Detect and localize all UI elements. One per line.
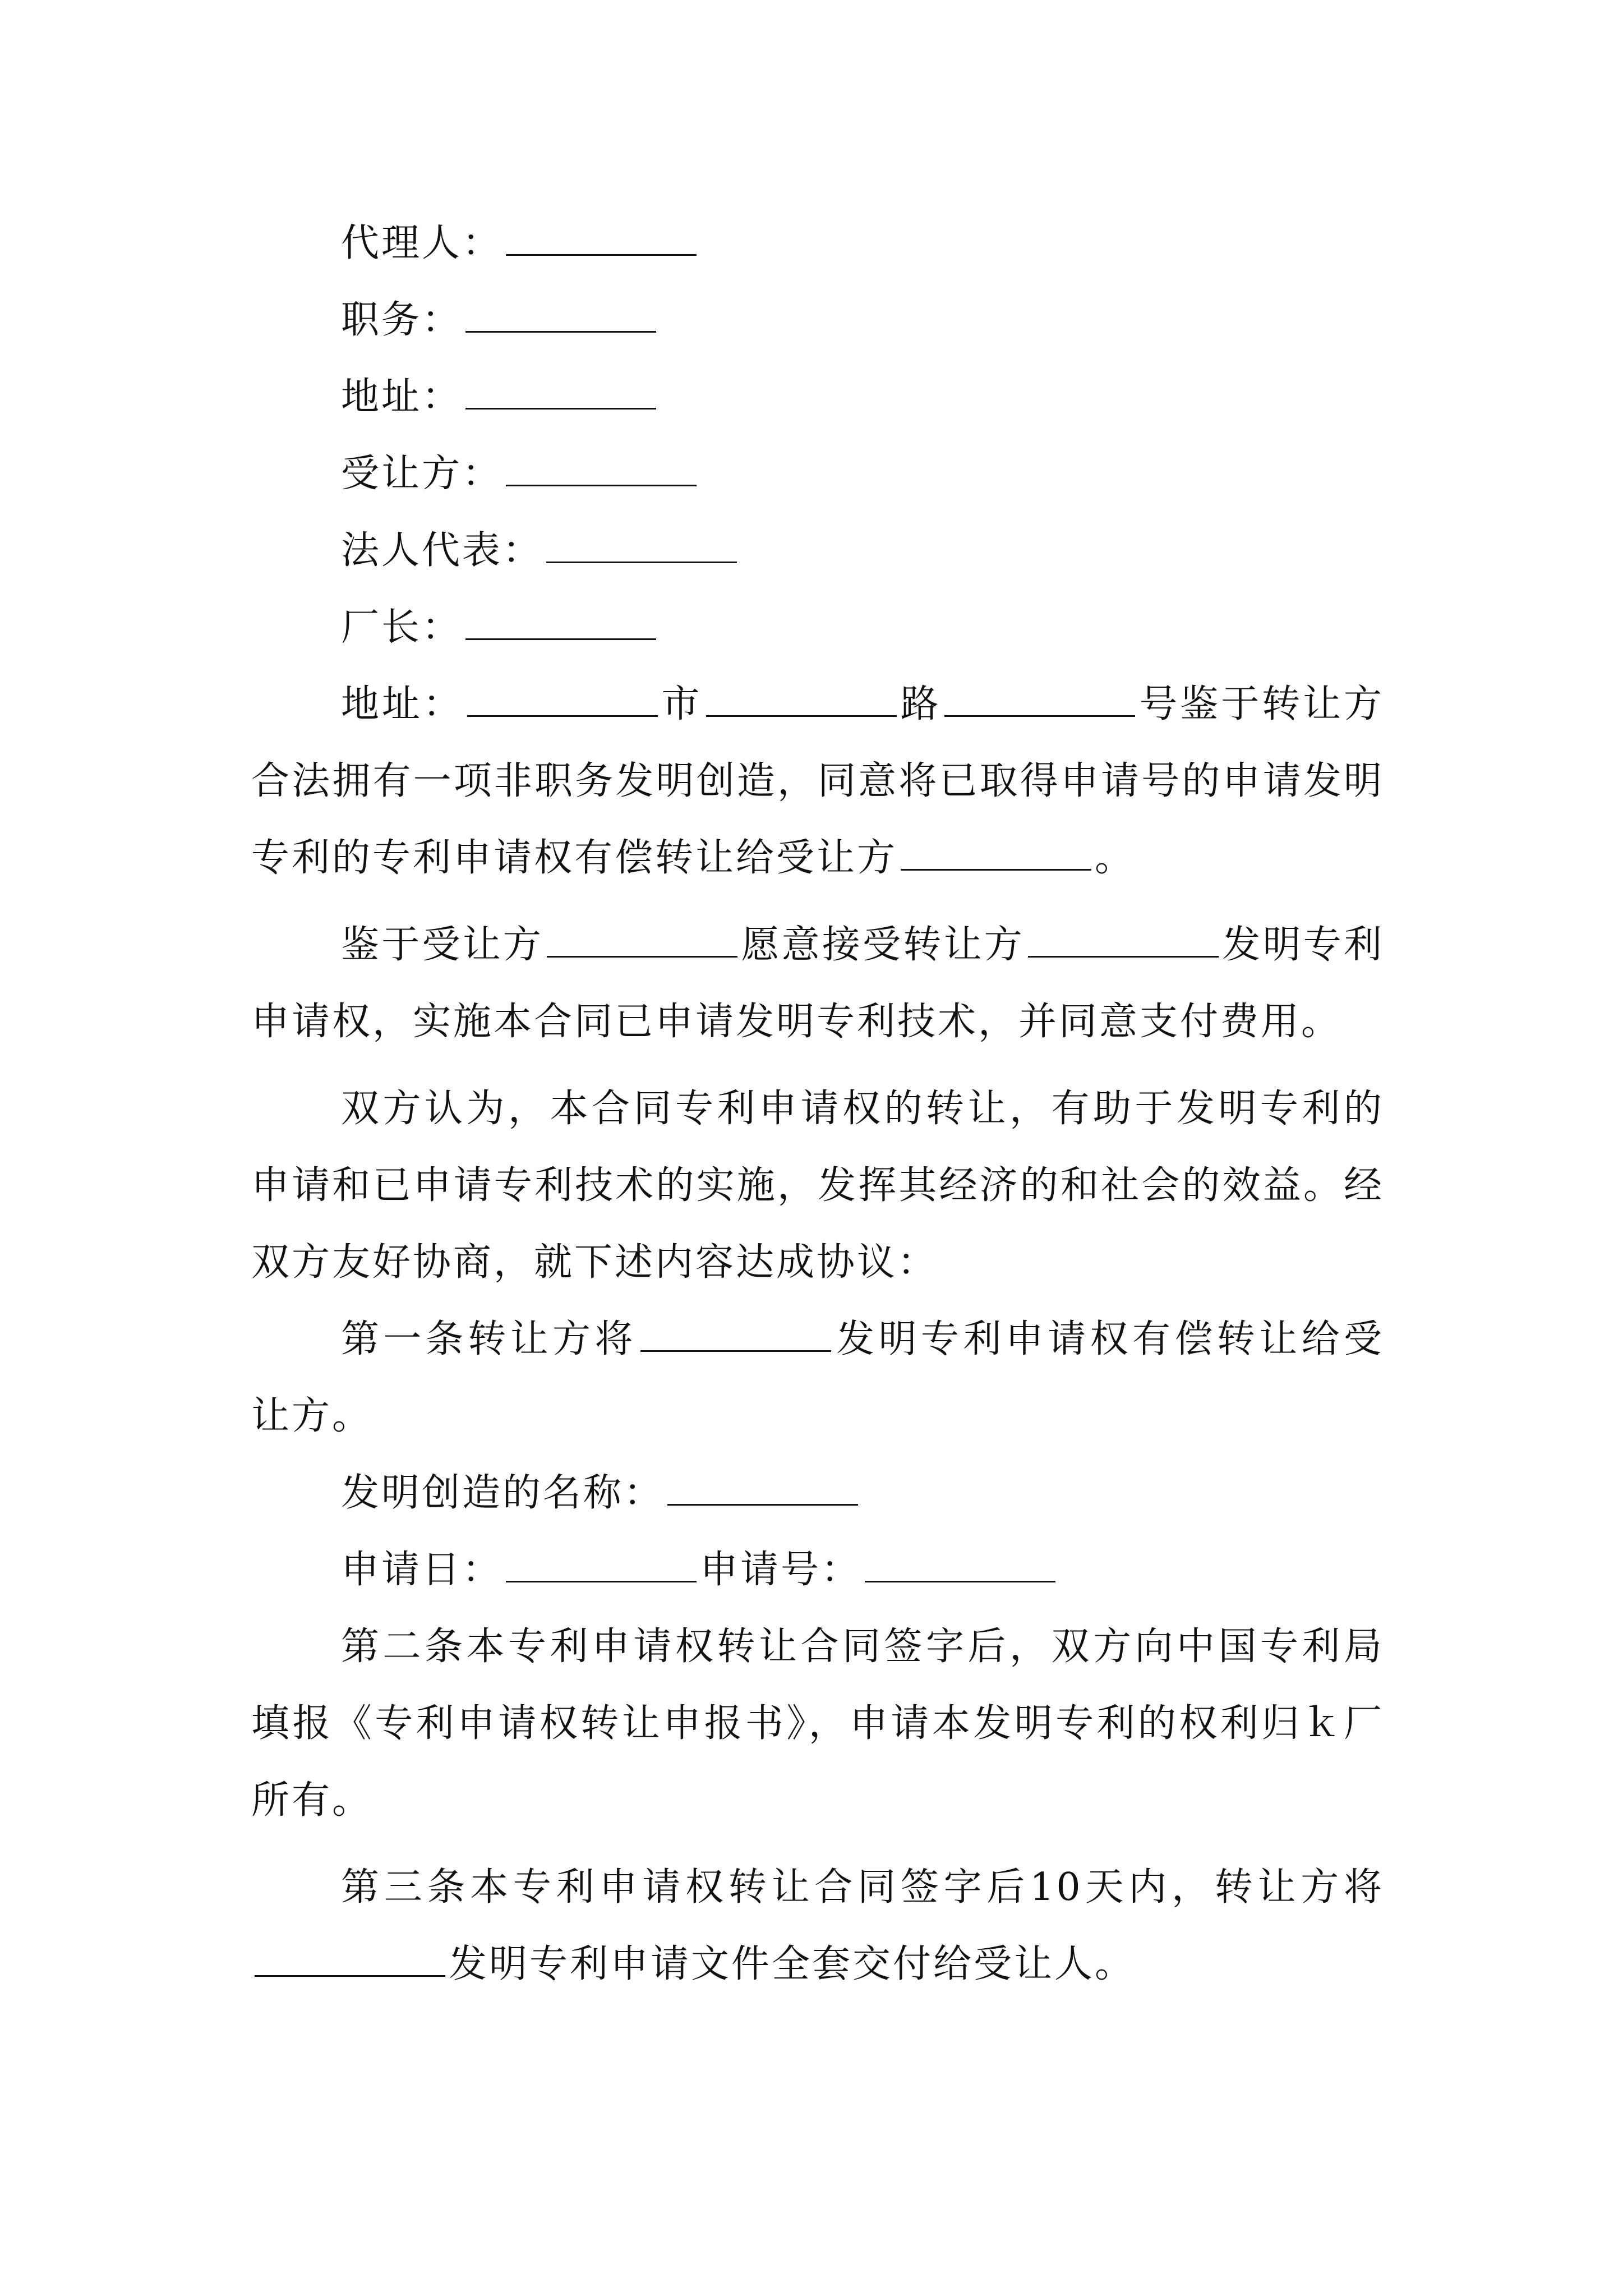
address-label: 地址： bbox=[341, 375, 463, 419]
transferee-line bbox=[251, 435, 1384, 512]
article1-part2: 发明专利申请权有偿转让给受让方。 bbox=[251, 1317, 1384, 1438]
address-blank bbox=[465, 374, 656, 409]
whereas-transferee-blank bbox=[547, 922, 737, 958]
legal-rep-label: 法人代表： bbox=[341, 528, 543, 573]
factory-director-blank bbox=[465, 605, 656, 640]
application-date-label: 申请日： bbox=[341, 1548, 503, 1592]
article2-text: 第二条本专利申请权转让合同签字后，双方向中国专利局填报《专利申请权转让申报书》，申请本发明专利的权利归ｋ厂所有。 bbox=[251, 1625, 1384, 1823]
whereas-transferor-text: 号鉴于转让方合法拥有一项非职务发明创造，同意将已取得申请号的申请发明专利的专利申请权有偿转让给受让方 bbox=[251, 682, 1384, 880]
application-number-blank bbox=[865, 1547, 1055, 1582]
road-label: 路 bbox=[900, 682, 942, 726]
factory-director-line bbox=[251, 589, 1384, 666]
transferee-label: 受让方： bbox=[341, 452, 503, 496]
legal-rep-blank bbox=[546, 528, 737, 563]
whereas-transferor-blank bbox=[1028, 922, 1219, 958]
article3-blank bbox=[255, 1941, 445, 1977]
agent-blank bbox=[506, 220, 697, 256]
contract-body bbox=[251, 205, 1384, 2003]
legal-rep-line bbox=[251, 512, 1384, 589]
article3-part2: 发明专利申请文件全套交付给受让人。 bbox=[449, 1942, 1136, 1986]
article1-paragraph bbox=[251, 1301, 1384, 1455]
both-parties-text: 双方认为，本合同专利申请权的转让，有助于发明专利的申请和已申请专利技术的实施，发挥其经济的和社会的效益。经双方友好协商，就下述内容达成协议： bbox=[251, 1087, 1384, 1285]
application-info-line bbox=[251, 1531, 1384, 1608]
application-date-blank bbox=[506, 1547, 697, 1582]
invention-name-blank bbox=[667, 1470, 858, 1506]
both-parties-paragraph bbox=[251, 1070, 1384, 1301]
address-city-blank bbox=[467, 682, 658, 717]
whereas-part3: 发明专利申请权，实施本合同已申请发明专利技术，并同意支付费用。 bbox=[251, 923, 1384, 1044]
invention-name-label: 发明创造的名称： bbox=[341, 1471, 665, 1515]
address-road-blank bbox=[706, 682, 897, 717]
position-blank bbox=[465, 297, 656, 333]
end-period: 。 bbox=[1095, 836, 1136, 880]
article3-paragraph bbox=[251, 1849, 1384, 2003]
whereas-part1: 鉴于受让方 bbox=[341, 923, 544, 967]
address-line bbox=[251, 358, 1384, 435]
article3-part1: 第三条本专利申请权转让合同签字后10天内，转让方将 bbox=[341, 1865, 1384, 1910]
address-and-whereas-paragraph bbox=[251, 666, 1384, 896]
address2-label: 地址： bbox=[341, 682, 464, 726]
whereas-part2: 愿意接受转让方 bbox=[741, 923, 1025, 967]
city-label: 市 bbox=[661, 682, 703, 726]
article1-blank bbox=[640, 1317, 831, 1352]
position-label: 职务： bbox=[341, 298, 463, 342]
address-number-blank bbox=[944, 682, 1135, 717]
transferee-blank bbox=[506, 451, 697, 486]
agent-label: 代理人： bbox=[341, 221, 503, 265]
factory-director-label: 厂长： bbox=[341, 605, 463, 650]
agent-line bbox=[251, 205, 1384, 282]
invention-name-line bbox=[251, 1455, 1384, 1531]
whereas-transferee-paragraph bbox=[251, 907, 1384, 1060]
position-line bbox=[251, 282, 1384, 358]
article1-part1: 第一条转让方将 bbox=[341, 1317, 637, 1361]
application-number-label: 申请号： bbox=[700, 1548, 862, 1592]
article2-paragraph bbox=[251, 1608, 1384, 1839]
transferee-name-blank bbox=[901, 835, 1091, 871]
